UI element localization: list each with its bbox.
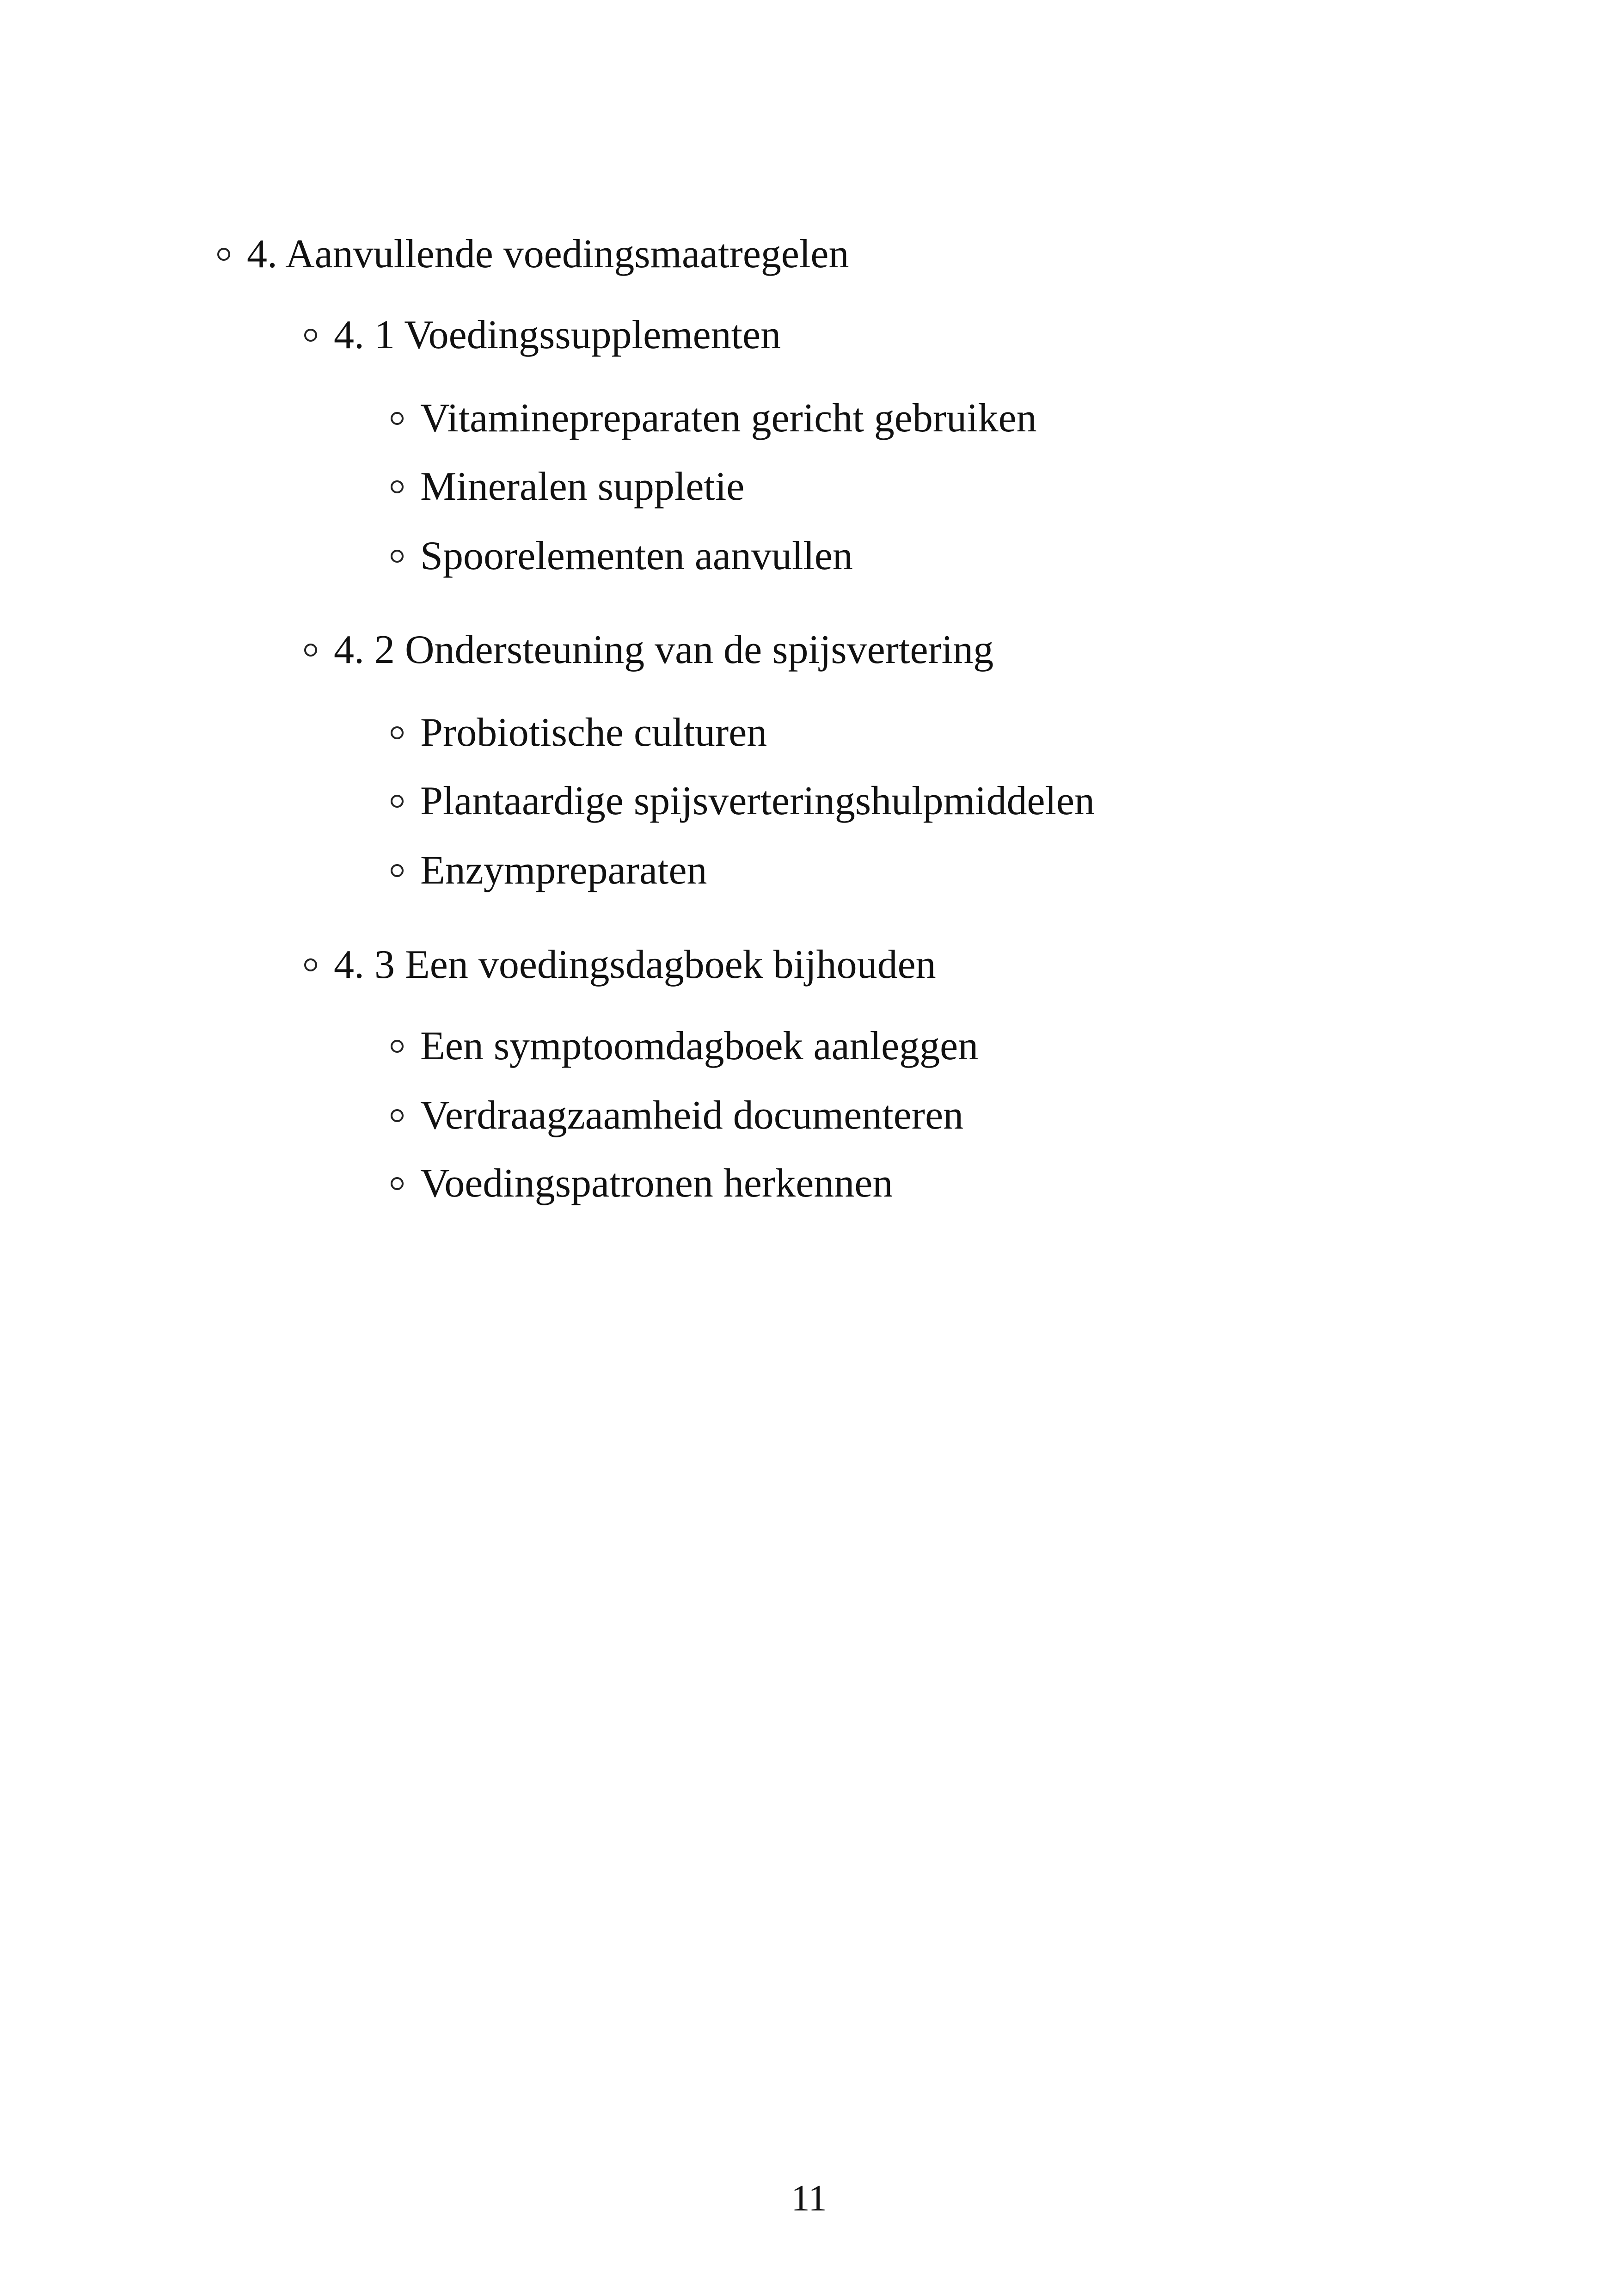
outline-subsection-4-3 [304, 937, 936, 993]
list-item-label: Verdraagzaamheid documenteren [420, 1093, 964, 1138]
subsection-heading: 4. 3 Een voedingsdagboek bijhouden [334, 942, 936, 987]
hollow-circle-bullet-icon [304, 958, 317, 971]
section-heading: 4. Aanvullende voedingsmaatregelen [247, 232, 849, 276]
list-item [391, 391, 1037, 446]
list-item-label: Mineralen suppletie [420, 464, 745, 509]
hollow-circle-bullet-icon [391, 864, 404, 877]
hollow-circle-bullet-icon [391, 550, 404, 563]
list-item [391, 705, 767, 761]
list-item-label: Vitaminepreparaten gericht gebruiken [420, 396, 1037, 441]
list-item-label: Voedingspatronen herkennen [420, 1161, 893, 1206]
subsection-heading: 4. 1 Voedingssupplementen [334, 313, 781, 357]
hollow-circle-bullet-icon [391, 1109, 404, 1122]
outline-section-4 [217, 227, 849, 282]
hollow-circle-bullet-icon [391, 480, 404, 493]
hollow-circle-bullet-icon [391, 412, 404, 425]
list-item [391, 1088, 963, 1143]
list-item-label: Een symptoomdagboek aanleggen [420, 1024, 979, 1068]
list-item-label: Probiotische culturen [420, 710, 767, 755]
list-item-label: Plantaardige spijsverteringshulpmiddelen [420, 779, 1095, 823]
list-item [391, 774, 1095, 829]
list-item-label: Spoorelementen aanvullen [420, 534, 853, 578]
hollow-circle-bullet-icon [304, 329, 317, 342]
list-item [391, 528, 853, 584]
list-item-label: Enzympreparaten [420, 848, 707, 893]
hollow-circle-bullet-icon [391, 1177, 404, 1190]
hollow-circle-bullet-icon [391, 1040, 404, 1053]
outline-subsection-4-2 [304, 622, 993, 678]
list-item [391, 1019, 978, 1074]
outline-subsection-4-1 [304, 307, 781, 363]
list-item [391, 1156, 893, 1211]
subsection-heading: 4. 2 Ondersteuning van de spijsvertering [334, 627, 994, 672]
hollow-circle-bullet-icon [391, 795, 404, 808]
hollow-circle-bullet-icon [304, 644, 317, 657]
list-item [391, 843, 707, 898]
page-number: 11 [791, 2178, 827, 2219]
hollow-circle-bullet-icon [217, 248, 230, 261]
list-item [391, 459, 744, 515]
hollow-circle-bullet-icon [391, 726, 404, 739]
